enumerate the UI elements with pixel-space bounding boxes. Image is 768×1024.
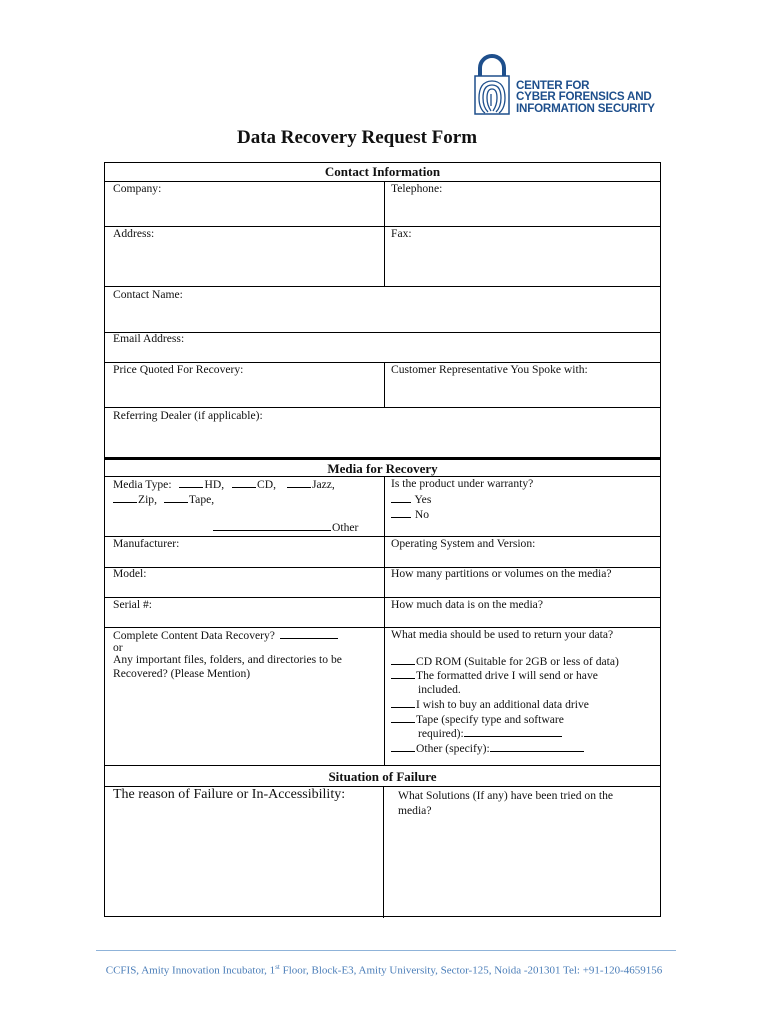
jazz-label: Jazz,: [311, 478, 335, 491]
hd-blank[interactable]: [179, 477, 203, 488]
drive-label-2: included.: [418, 683, 461, 696]
column-divider: [384, 181, 385, 286]
email-field[interactable]: Email Address:: [113, 332, 185, 345]
price-field[interactable]: Price Quoted For Recovery:: [113, 363, 244, 376]
tape-blank[interactable]: [164, 492, 188, 503]
footer-text: CCFIS, Amity Innovation Incubator, 1: [105, 964, 276, 977]
return-media-question: What media should be used to return your data?: [391, 628, 614, 641]
complete-recovery-label: Complete Content Data Recovery?: [113, 629, 275, 642]
warranty-no[interactable]: [391, 507, 429, 522]
footer-sup: st: [275, 963, 280, 971]
option-buy-drive[interactable]: [391, 697, 589, 712]
column-divider: [383, 786, 384, 918]
logo-line: CENTER FOR: [516, 79, 590, 92]
other-option-label: Other (specify):: [416, 742, 490, 755]
media-type-row-2: [113, 492, 214, 507]
recovery-form: [104, 162, 661, 917]
cdrom-label: CD ROM (Suitable for 2GB or less of data): [416, 655, 619, 668]
logo-line: INFORMATION SECURITY: [516, 101, 655, 115]
data-amount-field[interactable]: How much data is on the media?: [391, 598, 543, 611]
address-field[interactable]: Address:: [113, 227, 155, 240]
option-other[interactable]: [391, 741, 585, 756]
drive-blank[interactable]: [391, 668, 415, 679]
no-label: No: [414, 508, 430, 521]
option-formatted-drive[interactable]: [391, 668, 598, 683]
zip-label: Zip,: [138, 493, 157, 506]
cd-blank[interactable]: [232, 477, 256, 488]
other-media-blank[interactable]: [213, 520, 331, 531]
divider: [105, 286, 660, 287]
other-label: Other: [332, 521, 359, 534]
section-heading-media: Media for Recovery: [327, 461, 438, 476]
page-title: Data Recovery Request Form: [236, 127, 478, 148]
tape-label: Tape,: [188, 493, 215, 506]
column-divider: [384, 476, 385, 765]
warranty-question: Is the product under warranty?: [391, 477, 534, 490]
divider: [105, 181, 660, 182]
divider: [105, 332, 660, 333]
telephone-field[interactable]: Telephone:: [391, 182, 443, 195]
warranty-yes[interactable]: [391, 492, 431, 507]
company-field[interactable]: Company:: [113, 182, 162, 195]
failure-reason-field[interactable]: The reason of Failure or In-Accessibility:: [113, 787, 346, 802]
zip-blank[interactable]: [113, 492, 137, 503]
partitions-field[interactable]: How many partitions or volumes on the media?: [391, 567, 612, 580]
ccfis-logo: [472, 54, 662, 118]
other-option-blank[interactable]: [391, 741, 415, 752]
cdrom-blank[interactable]: [391, 654, 415, 665]
serial-field[interactable]: Serial #:: [113, 598, 152, 611]
section-heading-failure: Situation of Failure: [328, 769, 437, 784]
model-field[interactable]: Model:: [113, 567, 147, 580]
divider: [105, 407, 660, 408]
media-type-label: Media Type:: [113, 478, 172, 491]
important-files-label: Any important files, folders, and directories to be: [113, 653, 342, 666]
no-blank[interactable]: [391, 507, 411, 518]
fingerprint-lock-icon: [472, 54, 512, 116]
footer-address: [0, 963, 768, 977]
tape-required-blank[interactable]: [464, 726, 562, 737]
yes-label: Yes: [414, 493, 432, 506]
complete-recovery-blank[interactable]: [280, 628, 338, 639]
solutions-field-2: media?: [398, 804, 432, 817]
buy-blank[interactable]: [391, 697, 415, 708]
media-type-row: [113, 477, 335, 492]
media-other-row: [213, 520, 358, 535]
drive-label: The formatted drive I will send or have: [416, 669, 598, 682]
divider: [105, 597, 660, 598]
logo-line: CYBER FORENSICS AND: [516, 90, 652, 104]
hd-label: HD,: [204, 478, 225, 491]
complete-recovery-row: [113, 628, 339, 643]
tape-required-row: [418, 726, 563, 741]
manufacturer-field[interactable]: Manufacturer:: [113, 537, 180, 550]
dealer-field[interactable]: Referring Dealer (if applicable):: [113, 409, 263, 422]
divider: [105, 765, 660, 766]
or-label: or: [113, 641, 123, 654]
divider: [105, 536, 660, 537]
footer-divider: [96, 950, 676, 951]
section-heading-contact: Contact Information: [324, 164, 441, 179]
tape-required-label: required):: [418, 727, 464, 740]
column-divider: [384, 362, 385, 407]
contact-name-field[interactable]: Contact Name:: [113, 288, 183, 301]
important-files-label-2[interactable]: Recovered? (Please Mention): [113, 667, 251, 680]
footer-text-2: Floor, Block-E3, Amity University, Sector-125, Noida -201301 Tel: +91-120-4659156: [279, 964, 663, 977]
os-field[interactable]: Operating System and Version:: [391, 537, 536, 550]
cd-label: CD,: [257, 478, 277, 491]
representative-field[interactable]: Customer Representative You Spoke with:: [391, 363, 588, 376]
other-specify-blank[interactable]: [490, 741, 584, 752]
logo-text: [516, 80, 655, 114]
tape-option-blank[interactable]: [391, 712, 415, 723]
tape-option-label: Tape (specify type and software: [416, 713, 564, 726]
jazz-blank[interactable]: [287, 477, 311, 488]
solutions-field[interactable]: What Solutions (If any) have been tried on the: [398, 789, 614, 802]
buy-label: I wish to buy an additional data drive: [416, 698, 589, 711]
yes-blank[interactable]: [391, 492, 411, 503]
divider: [105, 457, 660, 460]
divider: [105, 226, 660, 227]
fax-field[interactable]: Fax:: [391, 227, 412, 240]
